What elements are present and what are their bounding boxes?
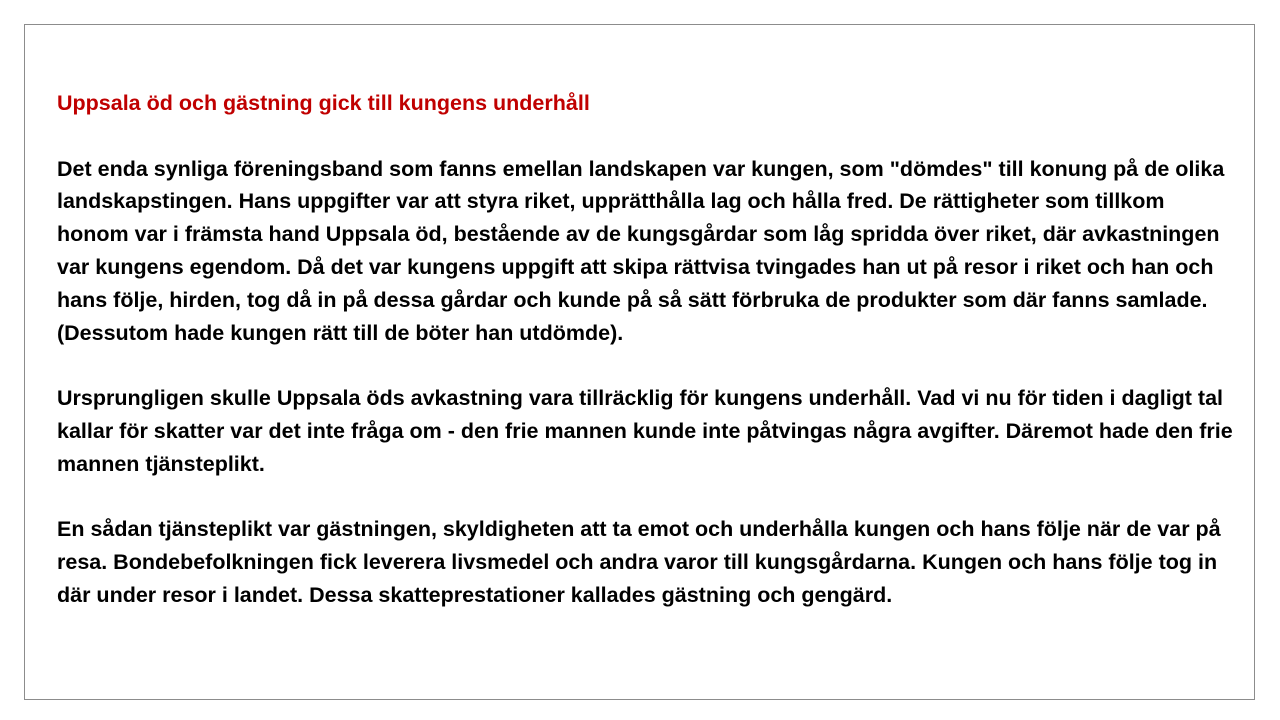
paragraph-1: Det enda synliga föreningsband som fanns emellan landskapen var kungen, som "dömdes" till konung på de olika landskapstingen. Hans uppgifter var att styra riket, upprätthålla lag och hålla fred. De rättigheter som tillkom honom var i främsta hand Uppsala öd, bestående av de kungsgårdar som låg spridda över riket, där avkastningen var kungens egendom. Då det var kungens uppgift att skipa rättvisa tvingades han ut på resor i riket och han och hans följe, hirden, tog då in på dessa gårdar och kunde på så sätt förbruka de produkter som där fanns samlade. (Dessutom hade kungen rätt till de böter han utdömde). <box>57 156 1225 345</box>
slide-title: Uppsala öd och gästning gick till kungens underhåll <box>57 91 590 115</box>
paragraph-2: Ursprungligen skulle Uppsala öds avkastning vara tillräcklig för kungens underhåll. Vad vi nu för tiden i dagligt tal kallar för skatter var det inte fråga om - den frie mannen kunde inte påtvingas några avgifter. Däremot hade den frie mannen tjänsteplikt. <box>57 386 1233 476</box>
spacer <box>57 120 1242 153</box>
slide <box>24 24 1255 700</box>
spacer <box>57 481 1242 514</box>
spacer <box>57 349 1242 382</box>
slide-content <box>57 87 1242 612</box>
paragraph-3: En sådan tjänsteplikt var gästningen, skyldigheten att ta emot och underhålla kungen och hans följe när de var på resa. Bondebefolkningen fick leverera livsmedel och andra varor till kungsgårdarna. Kungen och hans följe tog in där under resor i landet. Dessa skatteprestationer kallades gästning och gengärd. <box>57 517 1221 607</box>
